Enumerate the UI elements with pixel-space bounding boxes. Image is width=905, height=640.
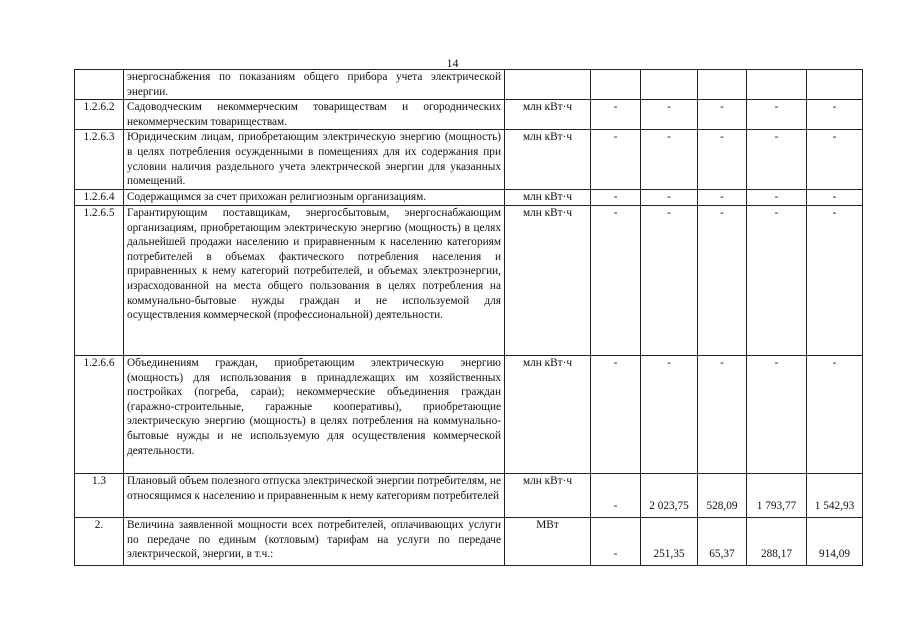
row-number: 1.2.6.3 [75,130,124,190]
table-row [75,473,863,517]
row-value: 1 793,77 [747,473,807,517]
row-number [75,70,124,100]
row-value: - [591,517,641,565]
row-value: - [641,355,698,473]
row-value [747,70,807,100]
row-value: - [747,130,807,190]
table-row [75,355,863,473]
row-number: 1.2.6.2 [75,100,124,130]
row-value: - [698,355,747,473]
row-description: Объединениям граждан, приобретающим электрическую энергию (мощность) для использования в принадлежащих им хозяйственных постройках (погреба, сараи); некоммерческие объединения граждан (гаражно-строительные, гаражные кооперативы), приобретающие электрическую энергию (мощность) в целях потребления на коммунально-бытовые нужды и не используемую для осуществления коммерческой деятельности. [124,355,505,473]
row-value: - [591,355,641,473]
row-description: Плановый объем полезного отпуска электрической энергии потребителям, не относящимся к населению и приравненным к нему категориям потребителей [124,473,505,517]
row-value: - [641,205,698,355]
row-value: - [641,100,698,130]
row-unit: млн кВт·ч [505,205,591,355]
row-description: Величина заявленной мощности всех потребителей, оплачивающих услуги по передаче по единым (котловым) тарифам на услуги по передаче электрической, энергии, в т.ч.: [124,517,505,565]
table-row [75,130,863,190]
row-description: энергоснабжения по показаниям общего прибора учета электрической энергии. [124,70,505,100]
row-unit: млн кВт·ч [505,190,591,206]
row-value: - [641,130,698,190]
row-value: - [747,190,807,206]
row-unit: млн кВт·ч [505,473,591,517]
row-unit: млн кВт·ч [505,100,591,130]
row-value [698,70,747,100]
table-row [75,205,863,355]
row-value: - [698,205,747,355]
row-value: 65,37 [698,517,747,565]
row-value: - [747,100,807,130]
row-value [641,70,698,100]
row-description: Гарантирующим поставщикам, энергосбытовым, энергоснабжающим организациям, приобретающим электрическую энергию (мощность) в целях дальнейшей продажи населению и приравненным к населению категориям потребителей в объемах фактического потребления населения и приравненных к нему категорий потребителей, и объемах электроэнергии, израсходованной на места общего пользования в целях потребления на коммунально-бытовые нужды граждан и не используемой для осуществления коммерческой (профессиональной) деятельности. [124,205,505,355]
row-unit: млн кВт·ч [505,355,591,473]
row-value: - [807,100,863,130]
row-value: - [591,473,641,517]
row-value: - [591,130,641,190]
row-number: 1.2.6.5 [75,205,124,355]
row-description: Юридическим лицам, приобретающим электрическую энергию (мощность) в целях потребления осужденными в помещениях для их содержания при условии наличия раздельного учета электрической энергии для указанных помещений. [124,130,505,190]
row-value: - [698,100,747,130]
row-value: - [591,205,641,355]
row-value [591,70,641,100]
row-value: - [641,190,698,206]
table-row [75,70,863,100]
row-value [807,70,863,100]
row-value: 528,09 [698,473,747,517]
row-value: - [807,205,863,355]
row-value: 251,35 [641,517,698,565]
row-value: - [698,190,747,206]
row-value: - [747,355,807,473]
row-value: - [747,205,807,355]
row-value: - [807,355,863,473]
row-unit [505,70,591,100]
row-value: - [807,130,863,190]
row-description: Садоводческим некоммерческим товариществам и огороднических некоммерческим товариществам. [124,100,505,130]
row-value: - [591,190,641,206]
row-value: 914,09 [807,517,863,565]
row-unit: МВт [505,517,591,565]
row-number: 1.2.6.6 [75,355,124,473]
row-value: - [591,100,641,130]
row-number: 1.2.6.4 [75,190,124,206]
row-value: 1 542,93 [807,473,863,517]
tariff-table [74,69,863,566]
row-value: 288,17 [747,517,807,565]
row-unit: млн кВт·ч [505,130,591,190]
row-description: Содержащимся за счет прихожан религиозным организациям. [124,190,505,206]
table-row [75,517,863,565]
table-row [75,190,863,206]
row-value: - [807,190,863,206]
row-number: 2. [75,517,124,565]
row-number: 1.3 [75,473,124,517]
row-value: - [698,130,747,190]
page-number: 14 [446,56,459,70]
table-row [75,100,863,130]
row-value: 2 023,75 [641,473,698,517]
